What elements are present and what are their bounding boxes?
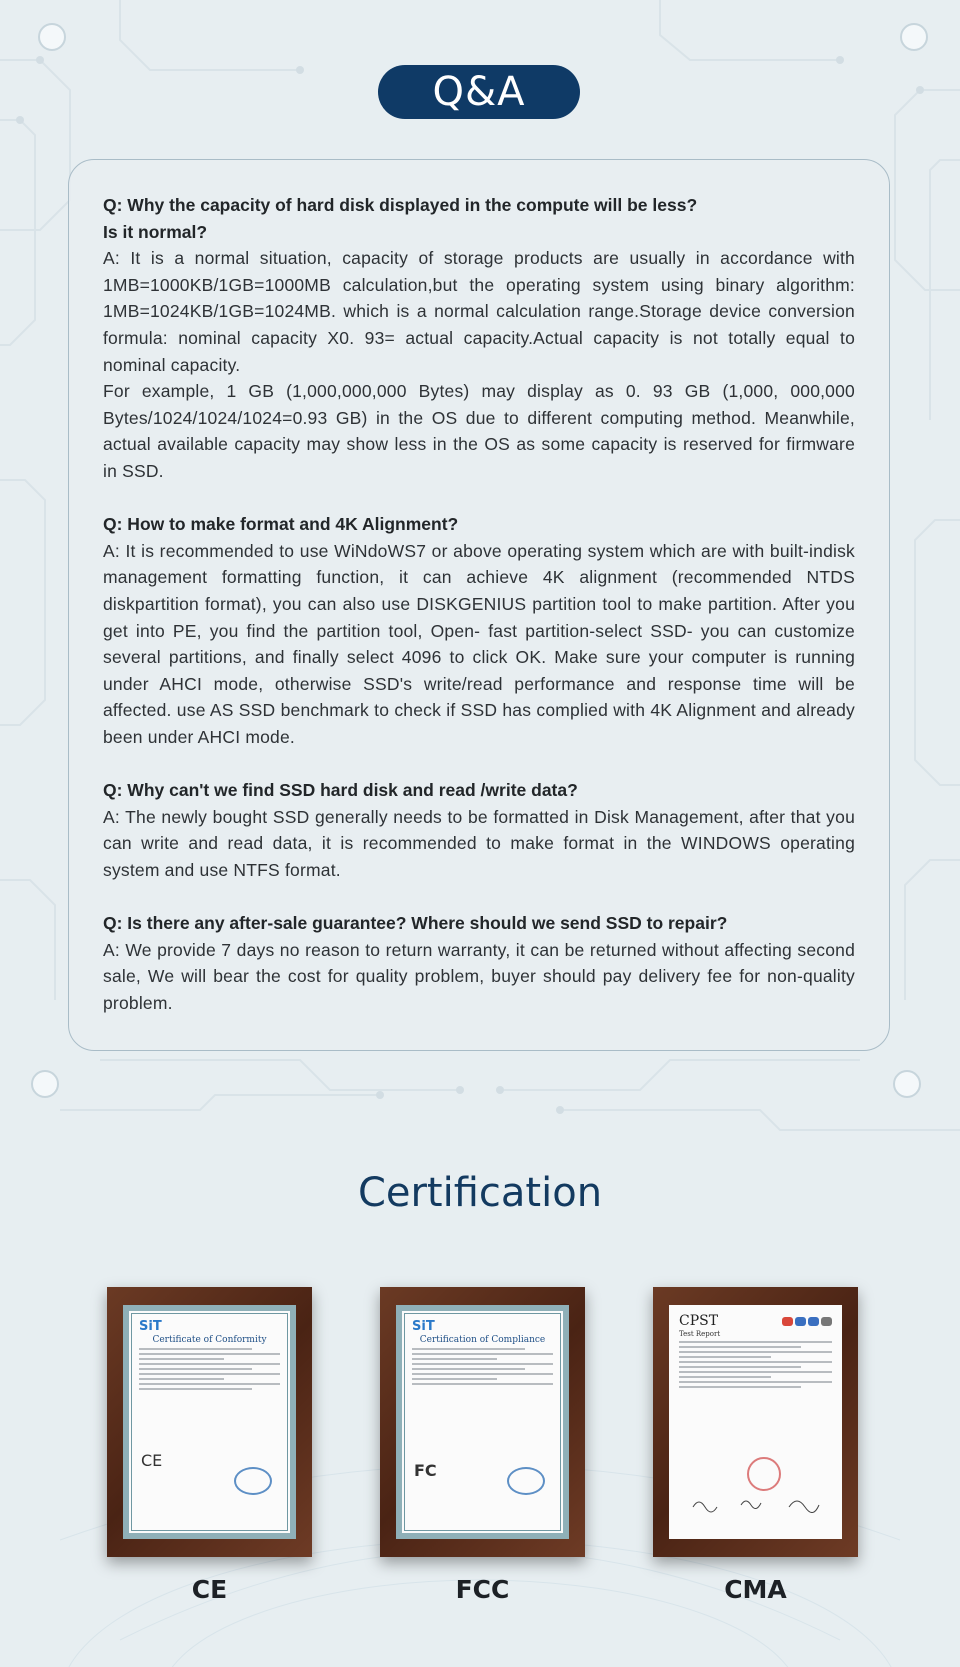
approved-stamp bbox=[234, 1467, 272, 1495]
certificate-frame-cma bbox=[653, 1287, 858, 1557]
question bbox=[103, 192, 855, 245]
decor-dot bbox=[38, 23, 66, 51]
cpst-logo: CPST bbox=[679, 1313, 719, 1329]
question-line: Q: Why the capacity of hard disk displayed in the compute will be less? bbox=[103, 195, 698, 215]
answer bbox=[103, 538, 855, 751]
text-line bbox=[679, 1356, 771, 1358]
text-line bbox=[139, 1388, 252, 1390]
answer-paragraph: For example, 1 GB (1,000,000,000 Bytes) may display as 0. 93 GB (1,000, 000,000 Bytes/1024/1024/1024=0.93 GB) in the OS due to different computing method. Meanwhile, actual available capacity may show less in the OS as some capacity is reserved for firmware in SSD. bbox=[103, 381, 855, 481]
question bbox=[103, 910, 855, 937]
certification-title: Certification bbox=[357, 1170, 603, 1216]
text-line bbox=[139, 1358, 224, 1360]
text-line bbox=[412, 1378, 497, 1380]
qa-item bbox=[103, 777, 855, 883]
certificate-frame-ce bbox=[107, 1287, 312, 1557]
answer-paragraph: A: It is recommended to use WiNdoWS7 or above operating system which are with built-indisk management formatting function, it can achieve 4K alignment (recommended NTDS diskpartition format), you can also use DISKGENIUS partition tool to make partition. After you get into PE, you find the partition tool, Open- fast partition-select SSD- you can customize several partitions, and finally select 4096 to click OK. Make sure your computer is running under AHCI mode, otherwise SSD's write/read performance and response time will be affected. use AS SSD benchmark to check if SSD has complied with 4K Alignment and already been under AHCI mode. bbox=[103, 540, 855, 747]
text-line bbox=[412, 1358, 497, 1360]
certificate-brand: SiT bbox=[412, 1319, 435, 1334]
qa-item bbox=[103, 192, 855, 485]
certificate-label-ce: CE bbox=[191, 1575, 228, 1604]
text-line bbox=[139, 1368, 252, 1370]
certificate-frame-fcc bbox=[380, 1287, 585, 1557]
certificate-paper bbox=[396, 1305, 569, 1539]
question bbox=[103, 777, 855, 804]
fcc-mark: FC bbox=[414, 1461, 437, 1480]
text-line bbox=[412, 1353, 553, 1355]
answer bbox=[103, 804, 855, 884]
decor-dot bbox=[900, 23, 928, 51]
certificate-doc-title: Certification of Compliance bbox=[419, 1335, 546, 1345]
question bbox=[103, 511, 855, 538]
certificate-doc-title: Test Report bbox=[679, 1330, 721, 1338]
text-line bbox=[412, 1363, 553, 1365]
certificate-doc-title: Certificate of Conformity bbox=[152, 1335, 267, 1345]
text-line bbox=[412, 1368, 525, 1370]
qa-item bbox=[103, 511, 855, 750]
certificate-paper bbox=[123, 1305, 296, 1539]
question-line: Q: Is there any after-sale guarantee? Where should we send SSD to repair? bbox=[103, 913, 728, 934]
text-line bbox=[679, 1386, 801, 1388]
certificate-brand: SiT bbox=[139, 1319, 162, 1334]
text-line bbox=[139, 1378, 224, 1380]
text-line bbox=[679, 1341, 832, 1343]
certificate-paper bbox=[669, 1305, 842, 1539]
text-line bbox=[139, 1348, 252, 1350]
qa-badge: Q&A bbox=[378, 65, 580, 119]
red-seal bbox=[747, 1457, 781, 1491]
text-line bbox=[679, 1366, 801, 1368]
text-line bbox=[679, 1371, 832, 1373]
answer-paragraph: A: The newly bought SSD generally needs to be formatted in Disk Management, after that you can write and read data, it is recommended to make format in the WINDOWS operating system and use NTFS format. bbox=[103, 806, 855, 880]
signature bbox=[689, 1493, 839, 1513]
question-line: Q: How to make format and 4K Alignment? bbox=[103, 514, 459, 535]
text-line bbox=[412, 1373, 553, 1375]
text-line bbox=[139, 1383, 280, 1385]
text-line bbox=[412, 1348, 525, 1350]
decor-dot bbox=[893, 1070, 921, 1098]
cma-badges bbox=[782, 1317, 832, 1326]
text-line bbox=[139, 1353, 280, 1355]
text-line bbox=[679, 1346, 801, 1348]
qa-item bbox=[103, 910, 855, 1016]
answer-paragraph: A: We provide 7 days no reason to return warranty, it can be returned without affecting second sale, We will bear the cost for quality problem, buyer should pay delivery fee for non-quality problem. bbox=[103, 939, 855, 1013]
text-line bbox=[139, 1373, 280, 1375]
answer bbox=[103, 937, 855, 1017]
certificate-label-cma: CMA bbox=[724, 1575, 787, 1604]
text-line bbox=[679, 1376, 771, 1378]
question-line: Q: Why can't we find SSD hard disk and read /write data? bbox=[103, 780, 578, 801]
ce-mark: CE bbox=[141, 1451, 163, 1470]
approved-stamp bbox=[507, 1467, 545, 1495]
text-line bbox=[679, 1361, 832, 1363]
qa-card bbox=[68, 159, 890, 1051]
text-line bbox=[679, 1381, 832, 1383]
decor-dot bbox=[31, 1070, 59, 1098]
certificate-label-fcc: FCC bbox=[455, 1575, 510, 1604]
text-line bbox=[139, 1363, 280, 1365]
text-line bbox=[679, 1351, 832, 1353]
answer-paragraph: A: It is a normal situation, capacity of storage products are usually in accordance with 1MB=1000KB/1GB=1000MB calculation,but the operating system using binary algorithm: 1MB=1024KB/1GB=1024MB. which is a normal calculation range.Storage device conversion formula: nominal capacity X0. 93= actual capacity.Actual capacity is not totally equal to nominal capacity. bbox=[103, 248, 855, 375]
question-line: Is it normal? bbox=[103, 221, 208, 242]
text-line bbox=[412, 1383, 553, 1385]
answer bbox=[103, 245, 855, 484]
